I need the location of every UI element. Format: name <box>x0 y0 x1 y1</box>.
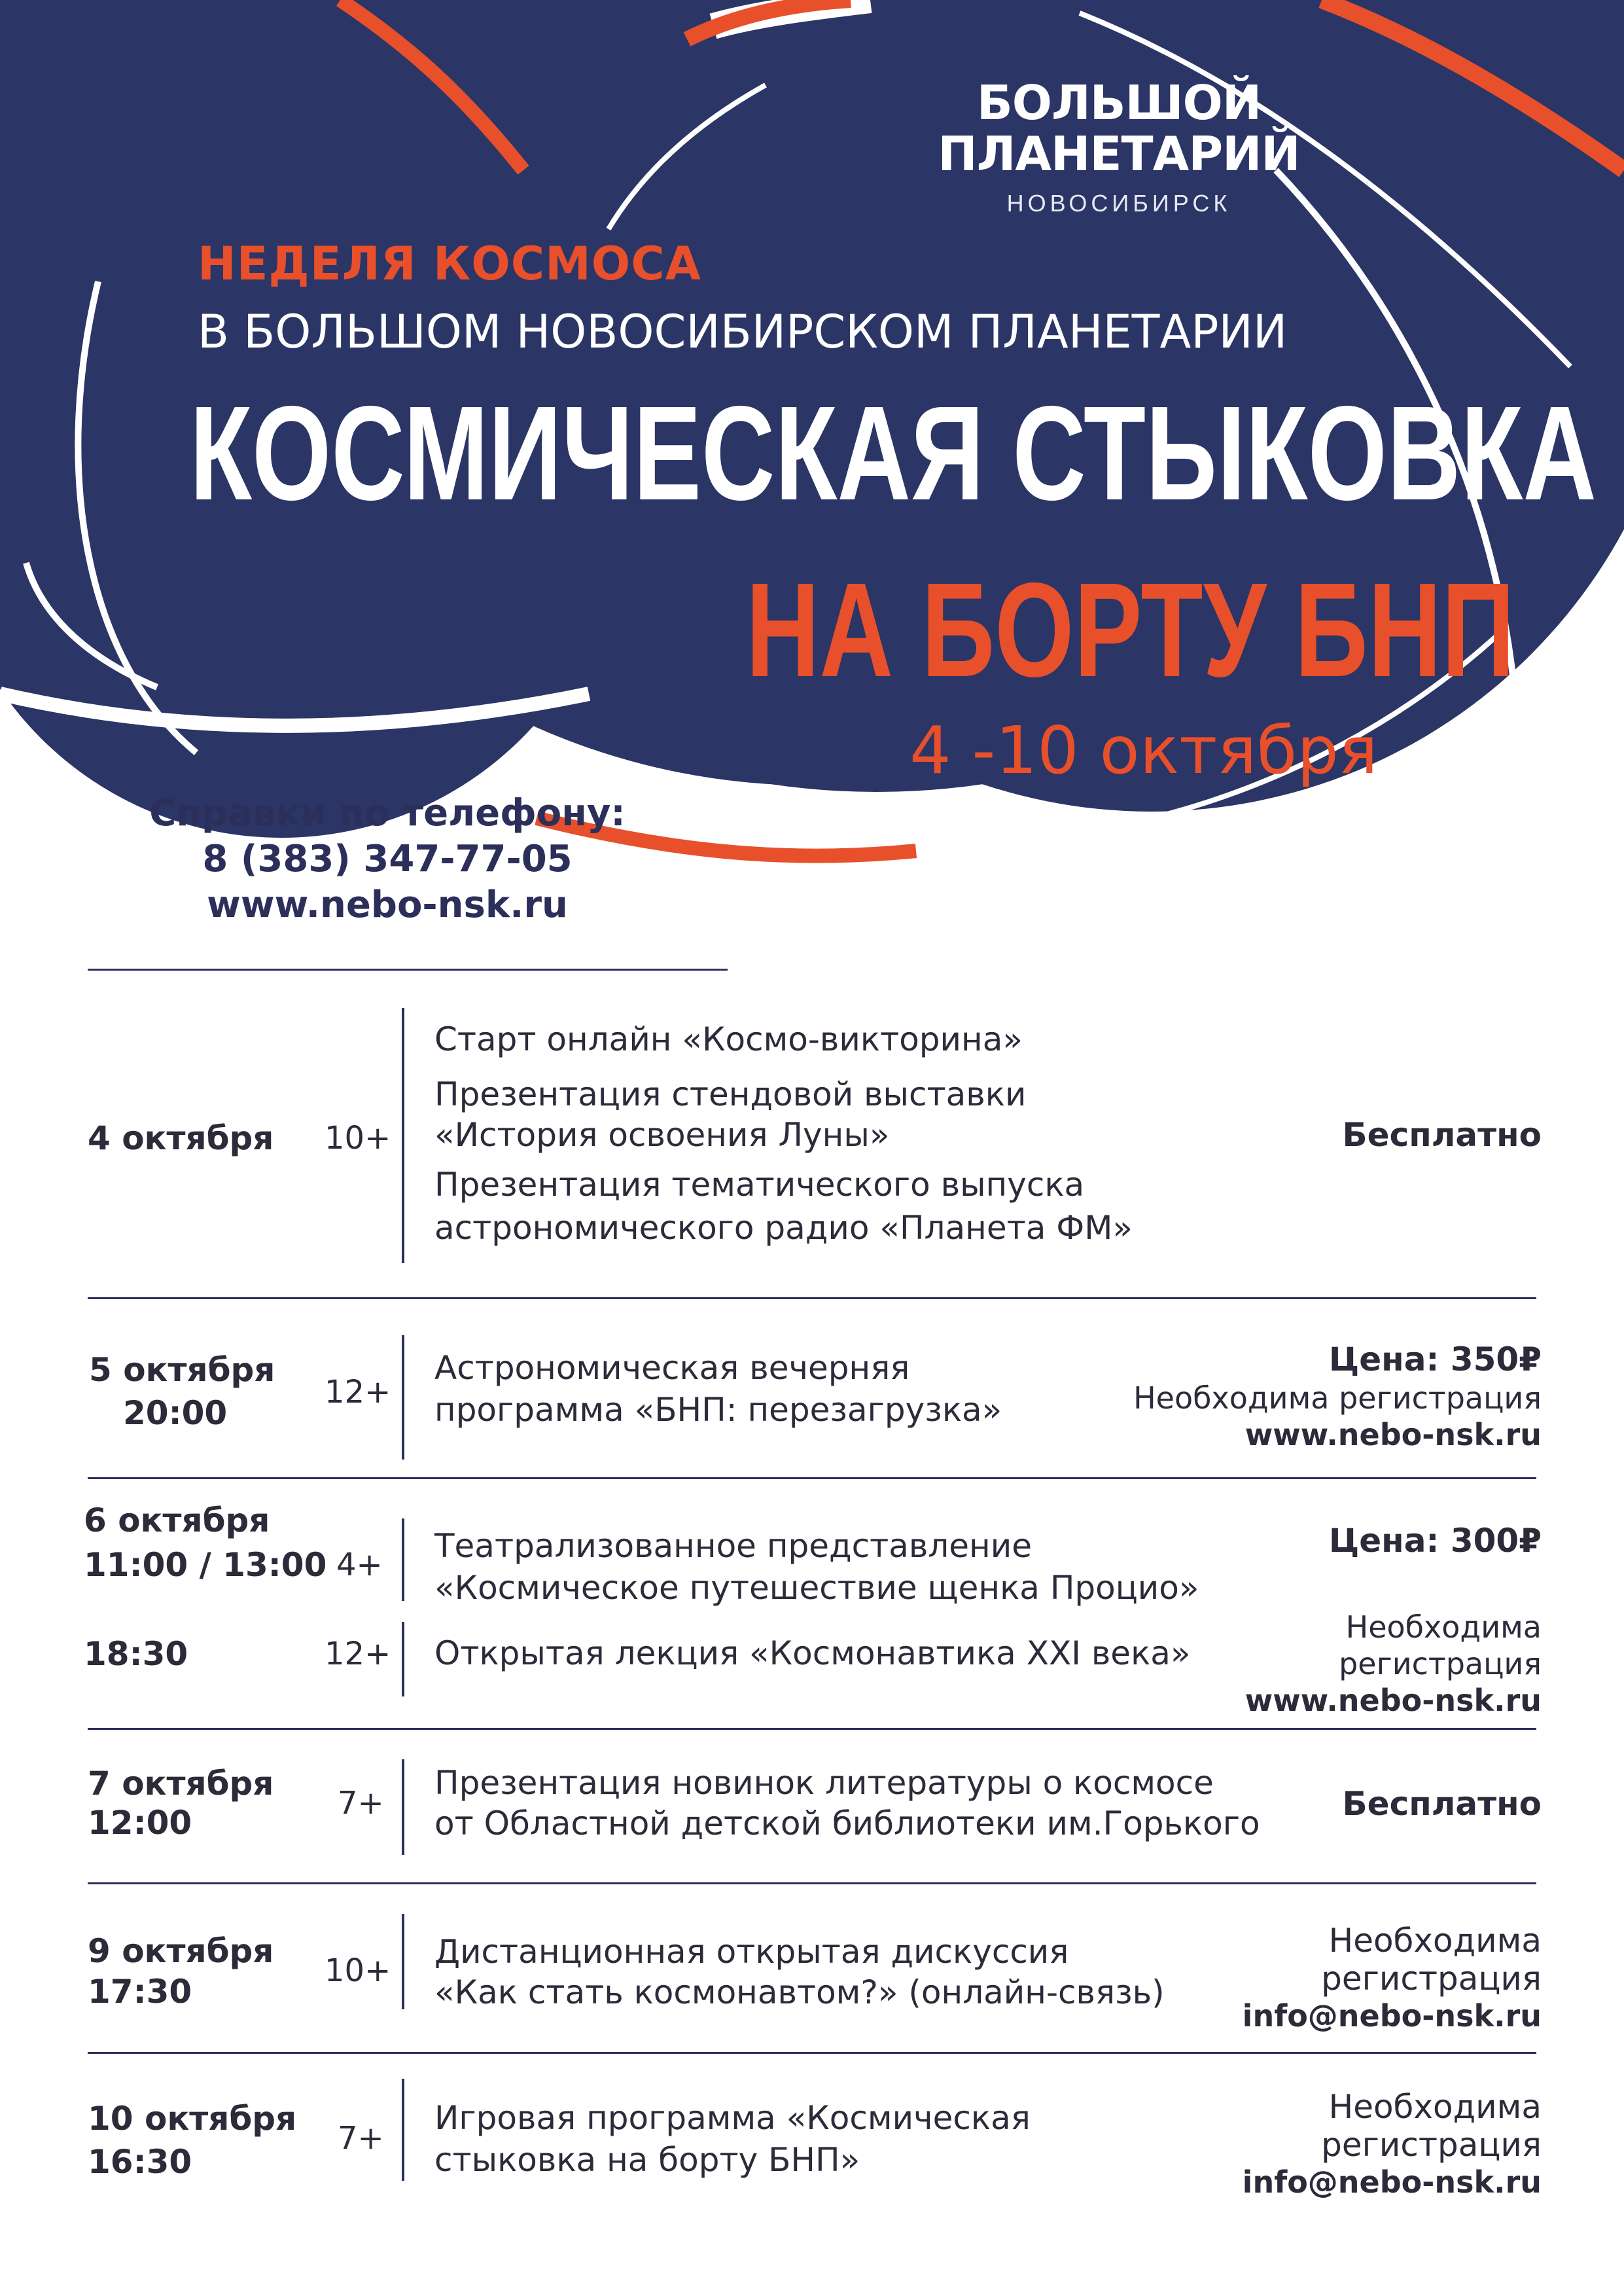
row-time: 17:30 <box>88 1973 192 2011</box>
event-subtitle: В БОЛЬШОМ НОВОСИБИРСКОМ ПЛАНЕТАРИИ <box>198 305 1288 359</box>
price-text: Цена: 300₽ <box>1328 1522 1542 1560</box>
row-date: 6 октября <box>84 1501 270 1539</box>
price-value: Бесплатно <box>1342 1785 1542 1823</box>
price <box>1343 1785 1542 1823</box>
row-time: 18:30 <box>84 1635 188 1673</box>
row-time: 11:00 / 13:00 <box>84 1546 327 1584</box>
registration-link[interactable]: info@nebo-nsk.ru <box>1242 1998 1542 2034</box>
row-date: 9 октября <box>88 1932 274 1970</box>
registration-note: Необходима <box>1328 1922 1542 1960</box>
event-line: Астрономическая вечерняя <box>434 1349 910 1387</box>
event-line: «Как стать космонавтом?» (онлайн-связь) <box>434 1973 1165 2011</box>
event-line: Презентация новинок литературы о космосе <box>434 1764 1214 1802</box>
event-line: Дистанционная открытая дискуссия <box>434 1933 1069 1971</box>
logo-line-3: НОВОСИБИРСК <box>1006 190 1231 217</box>
event-line: астрономического радио «Планета ФМ» <box>434 1209 1133 1247</box>
registration-note: регистрация <box>1321 2126 1542 2164</box>
column-separator <box>402 1759 404 1855</box>
event-line: Старт онлайн «Космо-викторина» <box>434 1020 1023 1058</box>
divider <box>88 1297 1536 1299</box>
age-rating: 10+ <box>325 1120 391 1157</box>
registration-link[interactable]: www.nebo-nsk.ru <box>1244 1683 1542 1718</box>
divider <box>88 1882 1536 1884</box>
row-date: 4 октября <box>88 1119 274 1157</box>
divider <box>88 1477 1536 1479</box>
price <box>1343 1117 1542 1154</box>
event-line: программа «БНП: перезагрузка» <box>434 1391 1002 1429</box>
registration-link[interactable]: www.nebo-nsk.ru <box>1244 1417 1542 1452</box>
event-line: «Космическое путешествие щенка Процио» <box>434 1569 1199 1607</box>
price-block <box>1133 1339 1542 1453</box>
age-rating: 12+ <box>325 1636 391 1672</box>
column-separator <box>402 1008 404 1263</box>
column-separator <box>402 1622 404 1696</box>
registration-note: Необходима <box>1328 2088 1542 2126</box>
contacts-label: Справки по телефону: <box>149 792 626 834</box>
event-line: Открытая лекция «Космонавтика XXI века» <box>434 1634 1191 1672</box>
row-date: 10 октября <box>88 2100 297 2138</box>
divider <box>88 2052 1536 2054</box>
registration-block <box>1243 2088 1542 2200</box>
registration-note: Необходима <box>1345 1609 1542 1645</box>
event-title-line-2: НА БОРТУ БНП <box>746 555 1515 705</box>
contacts-site: www.nebo-nsk.ru <box>207 884 568 926</box>
age-rating: 7+ <box>338 2120 384 2157</box>
column-separator <box>402 2079 404 2181</box>
column-separator <box>402 1335 404 1460</box>
age-rating: 7+ <box>338 1785 384 1821</box>
price-value: Бесплатно <box>1342 1116 1542 1154</box>
row-date: 7 октября <box>88 1765 274 1803</box>
row-time: 16:30 <box>88 2143 192 2181</box>
price-value: Цена: 350₽ <box>1328 1340 1542 1378</box>
event-kicker: НЕДЕЛЯ КОСМОСА <box>198 237 701 291</box>
registration-block <box>1245 1609 1542 1719</box>
event-line: Игровая программа «Космическая <box>434 2099 1031 2137</box>
contacts-block <box>145 791 629 928</box>
row-time: 12:00 <box>88 1804 192 1842</box>
column-separator <box>402 1914 404 2009</box>
row-date: 5 октября <box>89 1351 275 1389</box>
event-line: «История освоения Луны» <box>434 1116 890 1154</box>
price-value <box>1329 1522 1542 1560</box>
event-line: Театрализованное представление <box>434 1527 1032 1565</box>
row-time: 20:00 <box>123 1394 228 1432</box>
contacts-phone: 8 (383) 347-77-05 <box>202 838 573 880</box>
age-rating: 4+ <box>336 1547 383 1583</box>
registration-note: регистрация <box>1321 1960 1542 1998</box>
event-title-line-1: КОСМИЧЕСКАЯ СТЫКОВКА <box>190 378 1597 528</box>
divider <box>88 969 728 971</box>
age-rating: 10+ <box>325 1952 391 1989</box>
event-dates: 4 -10 октября <box>909 712 1378 789</box>
registration-note: регистрация <box>1339 1646 1542 1681</box>
event-line: стыковка на борту БНП» <box>434 2141 860 2179</box>
registration-note: Необходима регистрация <box>1133 1380 1542 1416</box>
divider <box>88 1728 1536 1730</box>
age-rating: 12+ <box>325 1374 391 1410</box>
logo-line-2: ПЛАНЕТАРИЙ <box>938 126 1300 181</box>
event-line: Презентация стендовой выставки <box>434 1075 1027 1113</box>
registration-block <box>1243 1922 1542 2034</box>
column-separator <box>402 1518 404 1601</box>
planetarium-logo <box>936 77 1302 217</box>
event-line: Презентация тематического выпуска <box>434 1166 1085 1204</box>
registration-link[interactable]: info@nebo-nsk.ru <box>1242 2164 1542 2200</box>
logo-line-1: БОЛЬШОЙ <box>976 75 1262 130</box>
event-line: от Областной детской библиотеки им.Горького <box>434 1804 1260 1842</box>
